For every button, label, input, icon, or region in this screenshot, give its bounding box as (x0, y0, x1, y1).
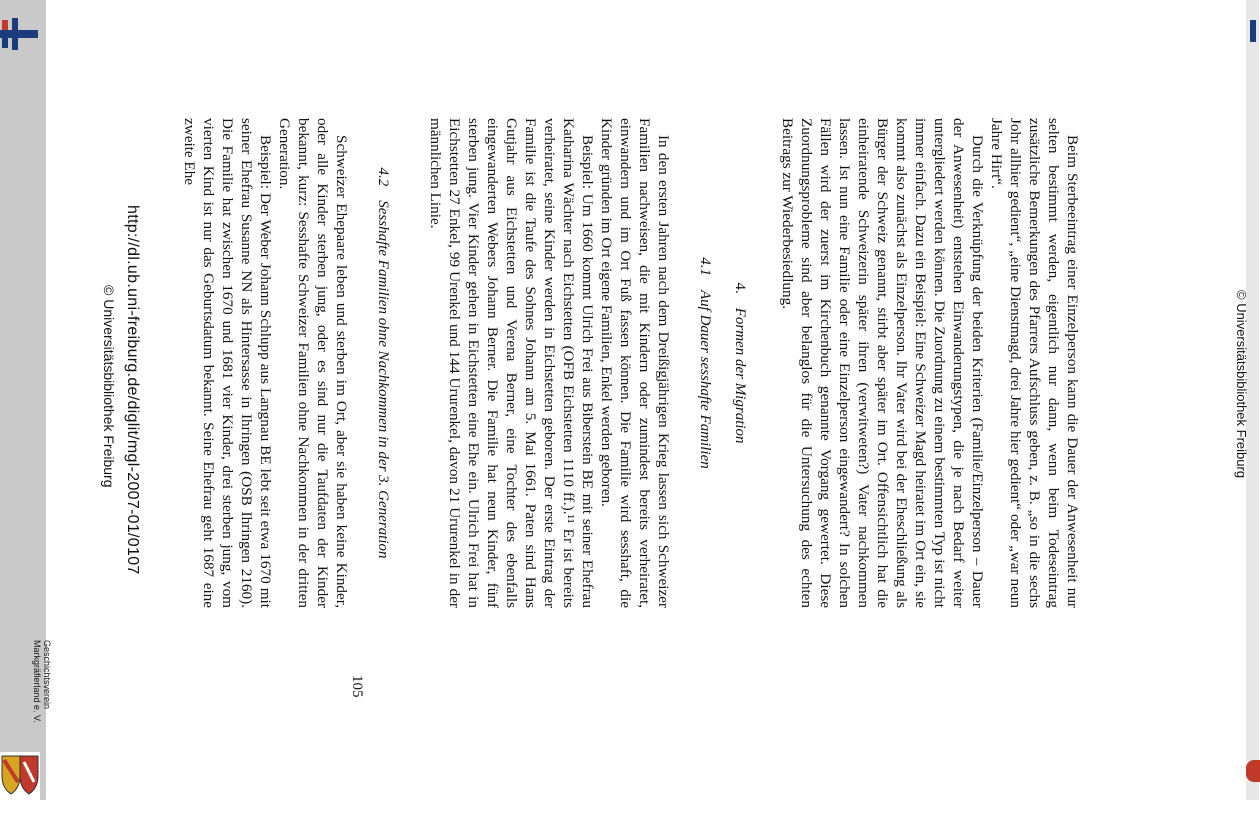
page-number: 105 (349, 675, 365, 698)
copyright-notice: © Universitätsbibliothek Freiburg (101, 285, 117, 488)
coat-of-arms-icon (0, 752, 40, 800)
section-heading-4-1 (695, 118, 714, 608)
section-number: 4.1 (697, 257, 713, 276)
section-heading-4-2 (373, 118, 392, 608)
source-url[interactable]: http://dl.ub.uni-freiburg.de/diglit/mgl-2007-01/0107 (124, 205, 141, 575)
paragraph-beispiel-frei: Beispiel: Um 1660 kommt Ulrich Frei aus Biberstein BE mit seiner Ehefrau Katharina Wächter nach Eichstetten (OFB Eichstetten 1110 ff.).¹¹ Er ist bereits verheiratet, seine Kinder werden in Eichstetten geboren. Der erste Eintrag der Familie ist die Taufe des Sohnes Johann am 5. Mai 1661. Paten sind Hans Gutjahr aus Eichstetten und Verena Berner, eine Tochter des ebenfalls eingewanderten Webers Johann Berner. Die Familie hat neun Kinder, fünf sterben jung. Vier Kinder gehen in Eichstetten eine Ehe ein. Ulrich Frei hat in Eichstetten 27 Enkel, 99 Urenkel und 144 Ururenkel, davon 21 Ururenkel in der männlichen Linie. (427, 118, 596, 608)
paragraph-beispiel-schlupp: Beispiel: Der Weber Johann Schlupp aus Langnau BE lebt seit etwa 1670 mit seiner Ehefrau Susanne NN als Hintersasse in Ihringen (OSB Ihringen 2160). Die Familie hat zwischen 1670 und 1681 vier Kinder, drei sterben jung, vom vierten Kind ist nur das Geburtsdatum bekannt. Seine Ehefrau geht 1687 eine zweite Ehe (181, 118, 274, 608)
university-logo-icon[interactable] (0, 14, 40, 54)
section-number: 4.2 (375, 167, 391, 187)
section-title: Formen der Migration (732, 307, 748, 444)
paragraph-ohne-nachkommen: Schweizer Ehepaare leben und sterben im Ort, aber sie haben keine Kinder, oder alle Kinder sterben jung, oder es sind nur die Taufdaten der Kinder bekannt, kurz: Sesshafte Schweizer Familien ohne Nachkommen in der dritten Generation. (276, 118, 350, 608)
section-title: Sesshafte Familien ohne Nachkommen in der 3. Generation (375, 200, 391, 559)
paragraph-sesshafte-familien: In den ersten Jahren nach dem Dreißigjährigen Krieg lassen sich Schweizer Familien nachweisen, die mit Kindern oder zumindest bereits verheiratet, einwandern und im Ort Fuß fassen können. Die Familie wird sesshaft, die Kinder gründen im Ort eigene Familien, Enkel werden geboren. (598, 118, 672, 608)
document-text-column (180, 118, 1082, 608)
viewer-left-sidebar (0, 0, 52, 800)
section-heading-4 (730, 118, 749, 608)
section-number: 4. (732, 282, 748, 294)
crest-label-line-1: Geschichtsverein (42, 640, 52, 710)
viewer-right-logo-icon (1250, 20, 1256, 42)
paragraph-classification: Durch die Verknüpfung der beiden Kriterien (Familie/Einzelperson – Dauer der Anwesenheit) entstehen Einwanderungstypen, die je nach Bedarf weiter untergliedert werden können. Die Zuordnung zu einem bestimmten Typ ist nicht immer einfach. Dazu ein Beispiel: Eine Schweizer Magd heiratet im Ort ein, sie kommt also zunächst als Einzelperson. Ihr Vater wird bei der Eheschließung als Bürger der Schweiz genannt, stirbt aber später im Ort. Offensichtlich hat die einheiratende Schweizerin später ihren (verwitweten?) Vater nachkommen lassen. Ist nun eine Familie oder eine Einzelperson eingewandert? In solchen Fällen wird der zuerst im Kirchenbuch genannte Vorgang gewertet. Diese Zuordnungsprobleme sind aber belanglos für die Untersuchung des echten Beitrags zur Wiederbesiedlung. (779, 118, 986, 608)
previous-page-copyright: © Universitätsbibliothek Freiburg (1234, 290, 1249, 479)
section-title: Auf Dauer sesshafte Familien (697, 290, 713, 469)
rotated-document-page (65, 0, 1249, 800)
crest-label-line-2: Markgräflerland e. V. (32, 640, 42, 723)
paragraph-intro: Beim Sterbeeintrag einer Einzelperson kann die Dauer der Anwesenheit nur selten bestimmt werden, eigentlich nur dann, wenn beim Todeseintrag zusätzliche Bemerkungen des Pfarrers Aufschluss geben, z. B. „so in die sechs Johr allhier gedient“, „eine Dienstmagd, drei Jahre hier gedient“ oder „war neun Jahre Hirt“. (988, 118, 1081, 608)
